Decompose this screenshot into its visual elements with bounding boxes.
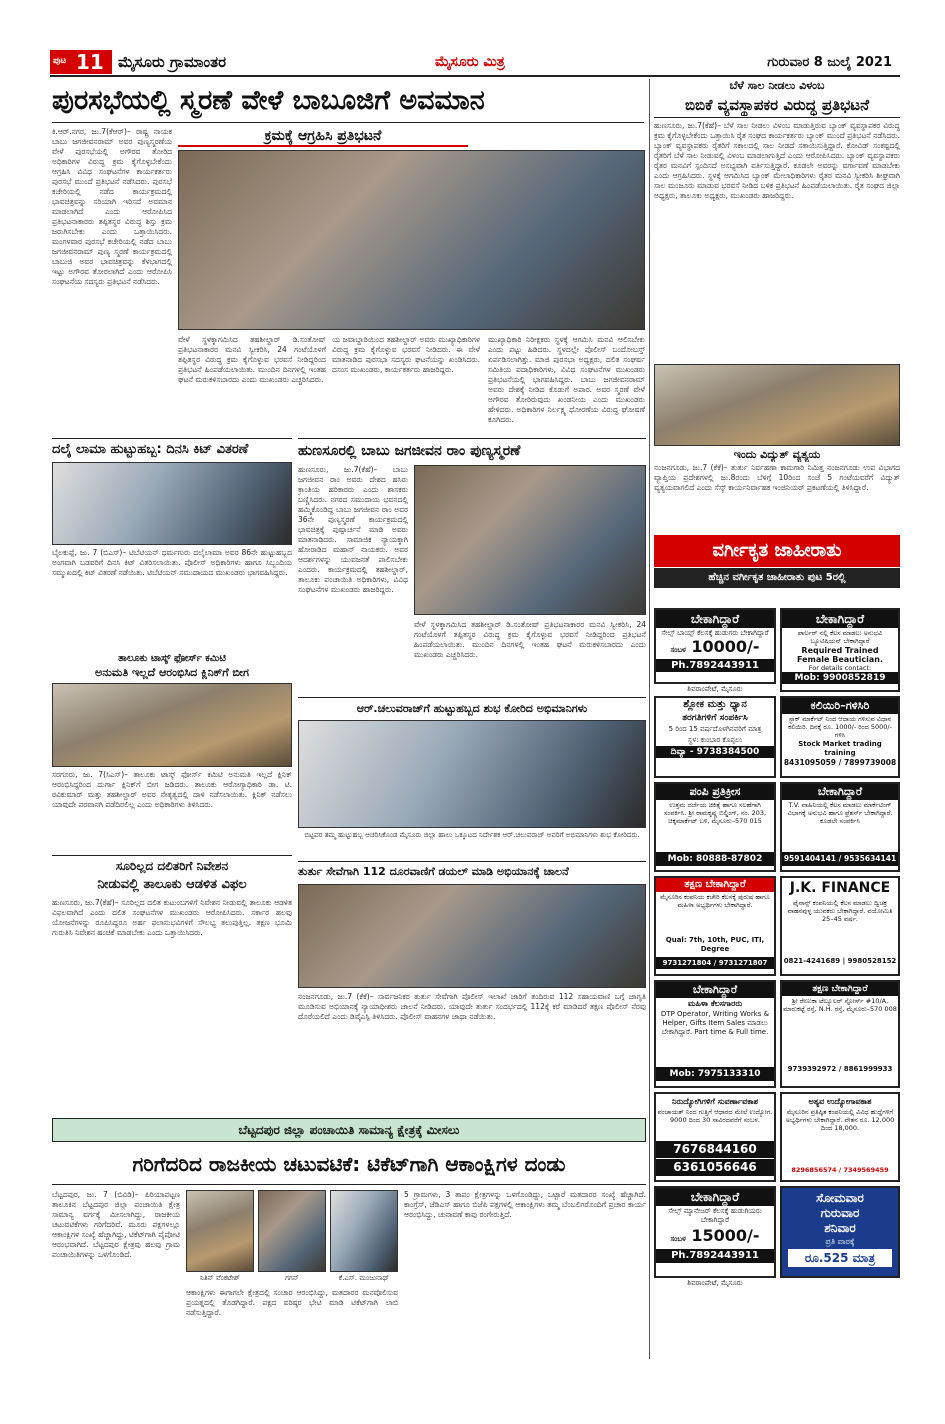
police-body: ನಂಜನಗೂಡು, ಜು.7 (ಕೆಕೆ)– ಸಾರ್ವಜನಿಕರ ತುರ್ತು ಸೇವೆಗಾಗಿ ಪೊಲೀಸ್ ಇಲಾಖೆ ಜಾರಿಗೆ ತಂದಿರುವ 112 ಸಹಾಯವಾಣಿ ಬಗ್ಗೆ ಜಾಗೃತಿ ಮೂಡಿಸುವ ಅಭಿಯಾನಕ್ಕೆ ನ್ಯಾಯಾಧೀಶರು ಚಾಲನೆ ನೀಡಿದರು. ಯಾವುದೇ ತುರ್ತು ಸಂದರ್ಭದಲ್ಲಿ 112ಕ್ಕೆ ಕರೆ ಮಾಡಿದರೆ ತಕ್ಷಣ ಪೊಲೀಸ್ ನೆರವು ದೊರೆಯಲಿದೆ ಎಂದು ಡಿವೈಎಸ್ಪಿ ತಿಳಿಸಿದರು. ಪೊಲೀಸ್ ವಾಹನಗಳ ಜಾಥಾ ನಡೆಯಿತು. xyxy=(298,992,646,1021)
lama-headline: ದಲೈ ಲಾಮಾ ಹುಟ್ಟುಹಬ್ಬ: ದಿನಸಿ ಕಿಟ್ ವಿತರಣೆ xyxy=(52,442,249,457)
birthday-photo xyxy=(298,720,646,828)
classifieds-subheader-text: ಹೆಚ್ಚಿನ ವರ್ಗೀಕೃತ ಜಾಹೀರಾತು ಪುಟ 5ರಲ್ಲಿ xyxy=(708,572,846,583)
ad-stock-market-title: ಕಲಿಯಿರಿ–ಗಳಿಸಿರಿ xyxy=(782,698,898,714)
zp-photo-3 xyxy=(330,1190,398,1272)
ad-tv-marketing-title: ಬೇಕಾಗಿದ್ದಾರೆ xyxy=(782,784,898,800)
ad-sales-boys-text: ಸೇಲ್ಸ್ ಬಾಯ್ಸ್ ಕೆಲಸಕ್ಕೆ ಹುಡುಗರು ಬೇಕಾಗಿದ್ದಾರೆ xyxy=(661,629,769,637)
birthday-rule xyxy=(298,697,646,698)
ad-panchayat-jobs xyxy=(654,1092,776,1182)
zp-body-right: 5 ಗ್ರಾಮಗಳು, 3 ತಾಪಂ ಕ್ಷೇತ್ರಗಳನ್ನು ಒಳಗೊಂಡಿದ್ದು, ಒಟ್ಟಾರೆ ಮತದಾರರ ಸಂಖ್ಯೆ ಹೆಚ್ಚಾಗಿದೆ. ಕಾಂಗ್ರೆಸ್, ಜೆಡಿಎಸ್ ಹಾಗೂ ಬಿಜೆಪಿ ಪಕ್ಷಗಳಲ್ಲಿ ಆಕಾಂಕ್ಷಿಗಳು ತಮ್ಮ ಬೆಂಬಲಿಗರೊಂದಿಗೆ ಪ್ರಚಾರ ಕಾರ್ಯ ಆರಂಭಿಸಿದ್ದು, ಚುನಾವಣೆ ಕಾವು ರಂಗೇರುತ್ತಿದೆ. xyxy=(404,1190,646,1219)
ad-sales-boys-place: ಶಿವರಾಂಪೇಟೆ, ಮೈಸೂರು xyxy=(687,685,743,693)
ad-stock-market xyxy=(780,696,900,778)
ad-sales-manager-salary-label: ಸಂಬಳ xyxy=(670,1235,686,1243)
ad-sales-manager xyxy=(654,1186,776,1278)
zp-rule xyxy=(52,1184,646,1185)
ad-renuka-stores-text: ಶ್ರೀ ರೇಣುಕಾ ಟೆಲ್ಯೂಲರ್ ಸ್ಟೋರ್ಸ್ #10/A, ಮಾರುಕಟ್ಟೆ ರಸ್ತೆ, N.H. ರಸ್ತೆ, ಮೈಸೂರು–570 008 xyxy=(783,997,897,1013)
clinic-body: ಸರಗೂರು, ಜು. 7(ಸಿಎಸ್)– ತಾಲೂಕು ಟಾಸ್ಕ್ ಫೋರ್ಸ್ ಕಮಿಟಿ ಅನುಮತಿ ಇಲ್ಲದೆ ಕ್ಲಿನಿಕ್ ಆರಂಭಿಸಿದ್ದರಿಂದ ದುರ್ಗಾ ಕ್ಲಿನಿಕ್‌ಗೆ ಬೀಗ ಜಡಿದರು. ತಾಲೂಕು ಆರೋಗ್ಯಾಧಿಕಾರಿ ಡಾ. ಟಿ. ರವಿಕುಮಾರ್ ಮತ್ತು ತಹಶೀಲ್ದಾರ್ ಅವರ ನೇತೃತ್ವದಲ್ಲಿ ದಾಳಿ ನಡೆಸಲಾಯಿತು. ಕ್ಲಿನಿಕ್ ನಡೆಸಲು ಯಾವುದೇ ಪರವಾನಗಿ ಪಡೆದಿರಲಿಲ್ಲ ಎಂದು ಅಧಿಕಾರಿಗಳು ತಿಳಿಸಿದರು. xyxy=(52,770,292,809)
ad-sales-manager-text: ಸೇಲ್ಸ್ ಮ್ಯಾನೇಜರ್ ಕೆಲಸಕ್ಕೆ ಹುಡುಗಿಯರು ಬೇಕಾಗಿದ್ದಾರೆ xyxy=(668,1207,762,1224)
ad-clinic-service-text: ಉತ್ತಮ ದರ್ಜೆಯ ಚಿಕಿತ್ಸೆ ಹಾಗೂ ಸಲಹೆಗಾಗಿ ಸಂಪರ್ಕಿಸಿ. ಶ್ರೀ ರಾಮಕೃಷ್ಣ ಬಿಲ್ಡಿಂಗ್, ನಂ. 203, ಚಿಕ್ಕಮಾರ್ಕೆಟ್ ಬಳಿ, ಮೈಸೂರು–570 015 xyxy=(663,801,767,825)
zp-body-left: ಬೆಟ್ಟದಪುರ, ಜು. 7 (ಬಿವಿಡಿ)– ಪಿರಿಯಾಪಟ್ಟಣ ತಾಲೂಕಿನ ಬೆಟ್ಟದಪುರ ಜಿಲ್ಲಾ ಪಂಚಾಯಿತಿ ಕ್ಷೇತ್ರ ಸಾಮಾನ್ಯ ವರ್ಗಕ್ಕೆ ಮೀಸಲಾಗಿದ್ದು, ರಾಜಕೀಯ ಚಟುವಟಿಕೆಗಳು ಗರಿಗೆದರಿವೆ. ಮೂರು ಪಕ್ಷಗಳಲ್ಲೂ ಆಕಾಂಕ್ಷಿಗಳ ಸಂಖ್ಯೆ ಹೆಚ್ಚಾಗಿದ್ದು, ಟಿಕೆಟ್‌ಗಾಗಿ ಪೈಪೋಟಿ ಆರಂಭವಾಗಿದೆ. ಬೆಟ್ಟದಪುರ ಕ್ಷೇತ್ರವು ಹಲವು ಗ್ರಾಮ ಪಂಚಾಯಿತಿಗಳನ್ನು ಒಳಗೊಂಡಿದೆ. xyxy=(52,1190,180,1259)
ad-shloka-sub: ತರಗತಿಗಳಿಗೆ ಸಂಪರ್ಕಿಸಿ xyxy=(682,713,748,723)
dalit-headline: ನೀಡುವಲ್ಲಿ ತಾಲೂಕು ಆಡಳಿತ ವಿಫಲ xyxy=(97,877,247,892)
ad-beautician-en1: Required Trained xyxy=(801,646,879,655)
right-top-photo xyxy=(654,364,900,446)
lama-body: ಬೈಲಕುಪ್ಪೆ, ಜು. 7 (ಬಿಎಸ್)– ಟಿಬೆಟಿಯನ್ ಧರ್ಮಗುರು ದಲೈಲಾಮಾ ಅವರ 86ನೇ ಹುಟ್ಟುಹಬ್ಬದ ಅಂಗವಾಗಿ ಬಡವರಿಗೆ ದಿನಸಿ ಕಿಟ್ ವಿತರಿಸಲಾಯಿತು. ಪೊಲೀಸ್ ಅಧಿಕಾರಿಗಳು ಹಾಗೂ ಸಿಬ್ಬಂದಿಯ ಸಮ್ಮುಖದಲ್ಲಿ ಕಿಟ್ ವಿತರಣೆ ನಡೆಯಿತು. ಟಿಬೆಟಿಯನ್ ಸಮುದಾಯದ ಮುಖಂಡರು ಭಾಗವಹಿಸಿದ್ದರು. xyxy=(52,548,292,577)
ad-jk-finance-phone: 0821-4241689 | 9980528152 xyxy=(783,957,897,965)
ad-clinic-service-title: ಪಂಪಿ ಪ್ರತಿಕ್ರೀಸ xyxy=(656,784,774,800)
hunsur-body-2-text: ವೇಳೆ ಸ್ಥಳಕ್ಕಾಗಮಿಸಿದ ತಹಶೀಲ್ದಾರ್ ಡಿ.ಸಂತೋಷ್ ಪ್ರತಿಭಟನಾಕಾರರ ಮನವಿ ಸ್ವೀಕರಿಸಿ, 24 ಗಂಟೆಯೊಳಗೆ ತಪ್ಪಿತಸ್ಥರ ವಿರುದ್ಧ ಕ್ರಮ ಕೈಗೊಳ್ಳುವ ಭರವಸೆ ನೀಡಿದ್ದರಿಂದ ಪ್ರತಿಭಟನೆ ಹಿಂಪಡೆಯಲಾಯಿತು. ಮುಂದಿನ ದಿನಗಳಲ್ಲಿ ಇಂತಹ ಘಟನೆ ಮರುಕಳಿಸಬಾರದು ಎಂದು ಮುಖಂಡರು ಎಚ್ಚರಿಸಿದರು. xyxy=(414,620,646,659)
page-number-badge xyxy=(50,50,112,74)
ad-job-opportunity-text: ಮೈಸೂರಿನ ಪ್ರತಿಷ್ಠಿತ ಕಂಪನಿಯಲ್ಲಿ ವಿವಿಧ ಹುದ್ದೆಗಳಿಗೆ ಅಭ್ಯರ್ಥಿಗಳು ಬೇಕಾಗಿದ್ದಾರೆ. ವೇತನ ರೂ. 12,000 ದಿಂದ 18,000. xyxy=(785,1108,895,1132)
section-name: ಮೈಸೂರು ಗ್ರಾಮಾಂತರ xyxy=(118,53,227,71)
ad-panchayat-jobs-text: ಪಂಚಾಯತ್ ನಿಂದ ಗುತ್ತಿಗೆ ಆಧಾರದ ಮೇಲೆ ಉದ್ಯೋಗ. 9000 ದಿಂದ 30 ಸಾವಿರದವರೆಗೆ ಸಂಬಳ. xyxy=(657,1108,773,1124)
zp-photo-3-caption: ಕೆ.ಎಸ್. ಮಂಜುನಾಥ್ xyxy=(338,1274,390,1282)
ad-dtp-operator-title: ಬೇಕಾಗಿದ್ದಾರೆ xyxy=(656,982,774,998)
right-top-rule xyxy=(654,117,900,118)
ad-sales-manager-title: ಬೇಕಾಗಿದ್ದಾರೆ xyxy=(656,1188,774,1206)
ad-sales-boys-salary-label: ಸಂಬಳ xyxy=(670,646,686,654)
ad-weekly-rate-line1: ಸೋಮವಾರ xyxy=(816,1191,864,1205)
ad-clinic-service xyxy=(654,782,776,872)
ad-beautician xyxy=(780,608,900,692)
lead-photo-caption xyxy=(178,125,468,147)
zp-kicker xyxy=(52,1118,646,1142)
classifieds-header xyxy=(654,535,900,567)
ad-beautician-title: ಬೇಕಾಗಿದ್ದಾರೆ xyxy=(782,610,898,628)
ad-shloka xyxy=(654,696,776,778)
ad-panchayat-jobs-phone-1: 7676844160 xyxy=(656,1141,774,1158)
ad-urgent-office-qual: Qual: 7th, 10th, PUC, ITI, Degree xyxy=(665,936,765,953)
ad-stock-market-text: ಸ್ಟಾಕ್ ಮಾರ್ಕೆಟ್ ನಿಂದ ಆದಾಯ ಗಳಿಸುವ ವಿಧಾನ ಕಲಿಯಿರಿ. ದಿನಕ್ಕೆ ರೂ. 1000/- ರಿಂದ 5000/- ಗಳಿಸಿ xyxy=(788,715,892,739)
ad-sales-manager-phone: Ph.7892443911 xyxy=(656,1249,774,1263)
page-number: 11 xyxy=(76,50,104,74)
zp-photo-2-caption: ಗಗನ್ xyxy=(285,1274,299,1282)
zp-photo-1 xyxy=(186,1190,254,1272)
clinic-kicker: ತಾಲೂಕು ಟಾಸ್ಕ್ ಫೋರ್ಸ್ ಕಮಿಟಿ xyxy=(118,653,226,664)
zp-body-mid: ಆಕಾಂಕ್ಷಿಗಳು ಈಗಾಗಲೇ ಕ್ಷೇತ್ರದಲ್ಲಿ ಸಂಚಾರ ಆರಂಭಿಸಿದ್ದು, ಮತದಾರರ ಮನವೊಲಿಸುವ ಪ್ರಯತ್ನದಲ್ಲಿ ತೊಡಗಿದ್ದಾರೆ. ಪಕ್ಷದ ವರಿಷ್ಠರ ಭೇಟಿ ಮಾಡಿ ಟಿಕೆಟ್‌ಗಾಗಿ ಲಾಬಿ ನಡೆಸುತ್ತಿದ್ದಾರೆ. xyxy=(186,1288,398,1317)
lead-body-left: ಕಿ.ಆರ್.ನಗರ, ಜು.7(ಕೆಆರ್)– ರಾಷ್ಟ್ರ ನಾಯಕ ಬಾಬು ಜಗಜೀವನರಾಮ್ ಅವರ ಪುಣ್ಯಸ್ಮರಣೆಯ ವೇಳೆ ಪುರಸಭೆಯಲ್ಲಿ ಅಗೌರವ ತೋರಿದ ಅಧಿಕಾರಿಗಳ ವಿರುದ್ಧ ಕ್ರಮ ಕೈಗೊಳ್ಳಬೇಕೆಂದು ಆಗ್ರಹಿಸಿ ವಿವಿಧ ಸಂಘಟನೆಗಳ ಕಾರ್ಯಕರ್ತರು ಪುರಸಭೆ ಮುಂದೆ ಪ್ರತಿಭಟನೆ ನಡೆಸಿದರು. ಪುರಸಭೆ ಕಚೇರಿಯಲ್ಲಿ ನಡೆದ ಕಾರ್ಯಕ್ರಮದಲ್ಲಿ ಭಾವಚಿತ್ರವನ್ನು ಸರಿಯಾಗಿ ಇರಿಸದೆ ಅವಮಾನ ಮಾಡಲಾಗಿದೆ ಎಂದು ಆರೋಪಿಸಿದ ಪ್ರತಿಭಟನಾಕಾರರು ತಪ್ಪಿತಸ್ಥರ ವಿರುದ್ಧ ಶಿಸ್ತು ಕ್ರಮ ಜರುಗಿಸಬೇಕು ಎಂದು ಒತ್ತಾಯಿಸಿದರು. ಮಂಗಳವಾರ ಪುರಸಭೆ ಕಚೇರಿಯಲ್ಲಿ ನಡೆದ ಬಾಬು ಜಗಜೀವನರಾಮ್ ಪುಣ್ಯ ಸ್ಮರಣೆ ಕಾರ್ಯಕ್ರಮದಲ್ಲಿ ಬಾಬುಜಿ ಅವರ ಭಾವಚಿತ್ರವನ್ನು ಕೆಳಭಾಗದಲ್ಲಿ ಇಟ್ಟು ಅಗೌರವ ತೋರಲಾಗಿದೆ ಎಂದು ಆರೋಪಿಸಿ ಸಂಘಟನೆಯ ಸದಸ್ಯರು ಪ್ರತಿಭಟನೆ ನಡೆಸಿದರು. xyxy=(52,127,172,286)
ad-beautician-text: ಪಾರ್ಲರ್ ನಲ್ಲಿ ಕೆಲಸ ಮಾಡಲು ಅನುಭವಿ ಬ್ಯೂಟಿಷಿಯನ್ ಬೇಕಾಗಿದ್ದಾರೆ xyxy=(797,629,883,645)
lead-headline: ಪುರಸಭೆಯಲ್ಲಿ ಸ್ಮರಣೆ ವೇಳೆ ಬಾಬೂಜಿಗೆ ಅವಮಾನ xyxy=(52,85,485,116)
ad-weekly-rate-sub: ಪ್ರತಿ ವಾರಕ್ಕೆ xyxy=(825,1237,855,1246)
ad-weekly-rate xyxy=(780,1186,900,1278)
ad-weekly-rate-line2: ಗುರುವಾರ xyxy=(820,1206,860,1220)
ad-urgent-office-text: ಮೈಸೂರಿನ ಕಂಪನಿಯ ಕಚೇರಿ ಕೆಲಸಕ್ಕೆ ಪುರುಷ ಹಾಗೂ ಮಹಿಳಾ ಅಭ್ಯರ್ಥಿಗಳು ಬೇಕಾಗಿದ್ದಾರೆ. xyxy=(660,893,770,909)
masthead-rule xyxy=(50,75,900,77)
ad-job-opportunity-phone: 8296856574 / 7349569459 xyxy=(791,1166,889,1174)
zp-headline: ಗರಿಗೆದರಿದ ರಾಜಕೀಯ ಚಟುವಟಿಕೆ: ಟಿಕೆಟ್‌ಗಾಗಿ ಆಕಾಂಕ್ಷಿಗಳ ದಂಡು xyxy=(132,1152,566,1176)
zp-kicker-text: ಬೆಟ್ಟದಪುರ ಜಿಲ್ಲಾ ಪಂಚಾಯಿತಿ ಸಾಮಾನ್ಯ ಕ್ಷೇತ್ರಕ್ಕೆ ಮೀಸಲು xyxy=(238,1123,460,1137)
ad-shloka-phone: ದಿವ್ಯಾ - 9738384500 xyxy=(656,746,774,758)
classifieds-subheader xyxy=(654,568,900,588)
dalit-kicker: ಸೂರಿಲ್ಲದ ದಲಿತರಿಗೆ ನಿವೇಶನ xyxy=(115,859,229,873)
ad-sales-boys xyxy=(654,608,776,684)
right-top-body: ಹುಣಸೂರು, ಜು.7(ಕೆಹೆ)– ಬೆಳೆ ಸಾಲ ನೀಡಲು ವಿಳಂಬ ಮಾಡುತ್ತಿರುವ ಬ್ಯಾಂಕ್ ವ್ಯವಸ್ಥಾಪಕರ ವಿರುದ್ಧ ಕ್ರಮ ಕೈಗೊಳ್ಳಬೇಕೆಂದು ಒತ್ತಾಯಿಸಿ ರೈತ ಸಂಘದ ಕಾರ್ಯಕರ್ತರು ಬ್ಯಾಂಕ್ ಮುಂದೆ ಪ್ರತಿಭಟನೆ ನಡೆಸಿದರು. ಬ್ಯಾಂಕ್ ವ್ಯವಸ್ಥಾಪಕರು ರೈತರಿಗೆ ಸಕಾಲದಲ್ಲಿ ಸಾಲ ನೀಡದೆ ಸತಾಯಿಸುತ್ತಿದ್ದಾರೆ. ಕೋವಿಡ್ ಸಂಕಷ್ಟದಲ್ಲಿ ರೈತರಿಗೆ ಬೆಳೆ ಸಾಲ ನೀಡುವಲ್ಲಿ ವಿಳಂಬ ಮಾಡಲಾಗುತ್ತಿದೆ ಎಂದು ಆರೋಪಿಸಿದರು. ಬ್ಯಾಂಕ್ ವ್ಯವಸ್ಥಾಪಕರು ರೈತರ ಮನವಿಗೆ ಸ್ಪಂದಿಸದೆ ಅಸಭ್ಯವಾಗಿ ವರ್ತಿಸುತ್ತಿದ್ದಾರೆ. ಕೂಡಲೇ ಅವರನ್ನು ವರ್ಗಾವಣೆ ಮಾಡಬೇಕು ಎಂದು ಆಗ್ರಹಿಸಿದರು. ಸ್ಥಳಕ್ಕೆ ಆಗಮಿಸಿದ ಬ್ಯಾಂಕ್ ಮೇಲಾಧಿಕಾರಿಗಳು ರೈತರ ಮನವಿ ಸ್ವೀಕರಿಸಿ ಶೀಘ್ರವಾಗಿ ಸಾಲ ಮಂಜೂರು ಮಾಡುವ ಭರವಸೆ ನೀಡಿದ ಬಳಿಕ ಪ್ರತಿಭಟನೆ ಹಿಂಪಡೆಯಲಾಯಿತು. ರೈತ ಸಂಘದ ಜಿಲ್ಲಾ ಅಧ್ಯಕ್ಷರು, ತಾಲೂಕು ಅಧ್ಯಕ್ಷರು, ಮುಖಂಡರು ಹಾಜರಿದ್ದರು. xyxy=(654,121,900,200)
lama-top-rule xyxy=(52,438,292,439)
ad-sales-manager-place: ಶಿವರಾಂಪೇಟೆ, ಮೈಸೂರು xyxy=(687,1279,743,1287)
clinic-photo xyxy=(52,683,292,767)
zp-photo-1-caption: ನಿತಿನ್ ವೆಂಕಟೇಶ್ xyxy=(200,1274,240,1282)
hunsur-headline: ಹುಣಸೂರಲ್ಲಿ ಬಾಬು ಜಗಜೀವನ ರಾಂ ಪುಣ್ಯಸ್ಮರಣೆ xyxy=(298,443,521,459)
ad-sales-boys-title: ಬೇಕಾಗಿದ್ದಾರೆ xyxy=(656,610,774,628)
right-top-headline: ಬಿಬಿಕೆ ವ್ಯವಸ್ಥಾಪಕರ ವಿರುದ್ಧ ಪ್ರತಿಭಟನೆ xyxy=(684,96,870,114)
ad-job-opportunity xyxy=(780,1092,900,1182)
ad-jk-finance-text: ಫೈನಾನ್ಸ್ ಕಂಪನಿಯಲ್ಲಿ ಕೆಲಸ ಮಾಡಲು ದ್ವಿಚಕ್ರ ವಾಹನವುಳ್ಳ ಯುವಕರು ಬೇಕಾಗಿದ್ದಾರೆ. ವಯೋಮಿತಿ 25–45 ವರ್ಷ. xyxy=(787,899,893,923)
ad-renuka-stores-title: ತಕ್ಷಣ ಬೇಕಾಗಿದ್ದಾರೆ xyxy=(782,982,898,996)
ad-tv-marketing-phone: 9591404141 / 9535634141 xyxy=(782,852,898,866)
ad-sales-boys-phone: Ph.7892443911 xyxy=(656,659,774,672)
lead-body-mid-right: ಯ ಜವಾಬ್ದಾರಿಯಿಂದ ತಹಶೀಲ್ದಾರ್ ಅವರು ಮುಖ್ಯಾಧಿಕಾರಿಗಳ ವಿರುದ್ಧ ಕ್ರಮ ಕೈಗೊಳ್ಳುವ ಭರವಸೆ ನೀಡಿದರು. ಈ ವೇಳೆ ಮಾತನಾಡಿದ ಪುರಸಭಾ ಸದಸ್ಯರು ಘಟನೆಯನ್ನು ಖಂಡಿಸಿದರು. ದಸಂಸ ಮುಖಂಡರು, ಕಾರ್ಯಕರ್ತರು ಹಾಜರಿದ್ದರು. xyxy=(332,335,480,374)
ad-renuka-stores xyxy=(780,980,900,1088)
page-label: ಪುಟ xyxy=(53,56,67,66)
police-photo xyxy=(298,884,646,988)
power-cut-body: ನಂಜನಗೂಡು, ಜು.7 (ಕೆಕೆ)– ತುರ್ತು ನಿರ್ವಹಣಾ ಕಾಮಗಾರಿ ನಿಮಿತ್ತ ನಂಜನಗೂಡು ಉಪ ವಿಭಾಗದ ವ್ಯಾಪ್ತಿಯ ಪ್ರದೇಶಗಳಲ್ಲಿ ಜು.8ರಂದು ಬೆಳಿಗ್ಗೆ 10ರಿಂದ ಸಂಜೆ 5 ಗಂಟೆಯವರೆಗೆ ವಿದ್ಯುತ್ ವ್ಯತ್ಯಯವಾಗಲಿದೆ ಎಂದು ಸೆಸ್ಕ್ ಕಾರ್ಯನಿರ್ವಾಹಕ ಇಂಜಿನಿಯರ್ ಪ್ರಕಟಣೆಯಲ್ಲಿ ತಿಳಿಸಿದ್ದಾರೆ. xyxy=(654,463,900,492)
hunsur-body-2 xyxy=(414,620,646,695)
right-top-kicker: ಬೆಳೆ ಸಾಲ ನೀಡಲು ವಿಳಂಬ xyxy=(729,79,825,92)
ad-jk-finance xyxy=(780,876,900,976)
clinic-headline: ಅನುಮತಿ ಇಲ್ಲದೆ ಆರಂಭಿಸಿದ ಕ್ಲಿನಿಕ್‌ಗೆ ಬೀಗ xyxy=(95,666,249,679)
power-cut-headline: ಇಂದು ವಿದ್ಯುತ್ ವ್ಯತ್ಯಯ xyxy=(733,448,821,461)
ad-sales-manager-salary xyxy=(656,1226,774,1249)
ad-panchayat-jobs-title: ನಿರುದ್ಯೋಗಿಗಳಿಗೆ ಸುವರ್ಣಾವಕಾಶ xyxy=(671,1097,759,1106)
ad-urgent-office-title: ತಕ್ಷಣ ಬೇಕಾಗಿದ್ದಾರೆ xyxy=(656,878,774,892)
ad-clinic-service-phone: Mob: 80888-87802 xyxy=(656,852,774,866)
ad-job-opportunity-title: ಅತ್ಯವ ಉದ್ಯೋಗಾವಕಾಶ xyxy=(808,1097,872,1106)
ad-dtp-operator-text: DTP Operator, Writing Works & Helper, Gifts Item Sales ಮಾಡಲು ಬೇಕಾಗಿದ್ದಾರೆ. Part time & Full time. xyxy=(660,1010,770,1036)
ad-sales-manager-salary-value: 15000/- xyxy=(691,1226,760,1245)
hunsur-body: ಹುಣಸೂರು, ಜು.7(ಕೆಹೆ)– ಬಾಬು ಜಗಜೀವನ ರಾಂ ಅವರು ದೇಶದ ಹಸಿರು ಕ್ರಾಂತಿಯ ಹರಿಕಾರರು ಎಂದು ಶಾಸಕರು ಬಣ್ಣಿಸಿದರು. ನಗರದ ಸಮುದಾಯ ಭವನದಲ್ಲಿ ಹಮ್ಮಿಕೊಂಡಿದ್ದ ಬಾಬು ಜಗಜೀವನ ರಾಂ ಅವರ 36ನೇ ಪುಣ್ಯಸ್ಮರಣೆ ಕಾರ್ಯಕ್ರಮದಲ್ಲಿ ಭಾವಚಿತ್ರಕ್ಕೆ ಪುಷ್ಪಾರ್ಚನೆ ಮಾಡಿ ಅವರು ಮಾತನಾಡಿದರು. ಸಾಮಾಜಿಕ ನ್ಯಾಯಕ್ಕಾಗಿ ಹೋರಾಡಿದ ಮಹಾನ್ ನಾಯಕರು. ಅವರ ಆದರ್ಶಗಳನ್ನು ಯುವಜನತೆ ಪಾಲಿಸಬೇಕು ಎಂದರು. ಕಾರ್ಯಕ್ರಮದಲ್ಲಿ ತಹಶೀಲ್ದಾರ್, ತಾಲೂಕು ಪಂಚಾಯಿತಿ ಅಧಿಕಾರಿಗಳು, ವಿವಿಧ ಸಂಘಟನೆಗಳ ಮುಖಂಡರು ಹಾಜರಿದ್ದರು. xyxy=(298,465,408,594)
zp-photo-2 xyxy=(258,1190,326,1272)
birthday-caption: ಬಿಟ್ಟವರ ತಮ್ಮ ಹುಟ್ಟುಹಬ್ಬ ಆಚರಿಸಿಕೊಂಡ ಮೈಸೂರು ಜಿಲ್ಲಾ ಹಾಲು ಒಕ್ಕೂಟದ ನಿರ್ದೇಶಕ ಆರ್.ಚಲುವರಾಜ್ ಅವರಿಗೆ ಅಭಿಮಾನಿಗಳು ಶುಭ ಕೋರಿದರು. xyxy=(304,831,640,839)
dalit-rule xyxy=(52,855,292,856)
hunsur-rule xyxy=(298,438,646,439)
lead-body-mid-left: ವೇಳೆ ಸ್ಥಳಕ್ಕಾಗಮಿಸಿದ ತಹಶೀಲ್ದಾರ್ ಡಿ.ಸಂತೋಷ್ ಪ್ರತಿಭಟನಾಕಾರರ ಮನವಿ ಸ್ವೀಕರಿಸಿ, 24 ಗಂಟೆಯೊಳಗೆ ತಪ್ಪಿತಸ್ಥರ ವಿರುದ್ಧ ಕ್ರಮ ಕೈಗೊಳ್ಳುವ ಭರವಸೆ ನೀಡಿದ್ದರಿಂದ ಪ್ರತಿಭಟನೆ ಹಿಂಪಡೆಯಲಾಯಿತು. ಮುಂದಿನ ದಿನಗಳಲ್ಲಿ ಇಂತಹ ಘಟನೆ ಮರುಕಳಿಸಬಾರದು ಎಂದು ಮುಖಂಡರು ಎಚ್ಚರಿಸಿದರು. xyxy=(178,335,326,384)
dalit-body: ಹುಣಸೂರು, ಜು.7(ಕೆಹೆ)– ಸೂರಿಲ್ಲದ ದಲಿತ ಕುಟುಂಬಗಳಿಗೆ ನಿವೇಶನ ನೀಡುವಲ್ಲಿ ತಾಲೂಕು ಆಡಳಿತ ವಿಫಲವಾಗಿದೆ ಎಂದು ದಲಿತ ಸಂಘಟನೆಗಳ ಮುಖಂಡರು ಆರೋಪಿಸಿದರು. ಸರ್ಕಾರ ಹಲವು ಯೋಜನೆಗಳನ್ನು ರೂಪಿಸಿದ್ದರೂ ಅರ್ಹ ಫಲಾನುಭವಿಗಳಿಗೆ ಸೌಲಭ್ಯ ತಲುಪುತ್ತಿಲ್ಲ. ತಕ್ಷಣ ಭೂಮಿ ಗುರುತಿಸಿ ನಿವೇಶನ ಹಂಚಿಕೆ ಮಾಡಬೇಕು ಎಂದು ಒತ್ತಾಯಿಸಿದರು. xyxy=(52,898,292,937)
ad-shloka-title: ಶ್ಲೋಕ ಮತ್ತು ಧ್ಯಾನ xyxy=(656,698,774,712)
masthead xyxy=(50,50,900,74)
ad-renuka-stores-phone: 9739392972 / 8861999933 xyxy=(787,1065,893,1073)
ad-dtp-operator-sub: ಮಹಿಳಾ ಕೆಲಸಗಾರರು xyxy=(687,999,743,1008)
ad-beautician-en3: For details contact: xyxy=(808,664,872,672)
ad-sales-boys-salary-value: 10000/- xyxy=(691,637,760,656)
ad-jk-finance-title: J.K. FINANCE xyxy=(782,878,898,898)
birthday-headline: ಆರ್.ಚಲುವರಾಜ್‌ಗೆ ಹುಟ್ಟುಹಬ್ಬದ ಶುಭ ಕೋರಿದ ಅಭಿಮಾನಿಗಳು xyxy=(356,702,588,715)
ad-dtp-operator xyxy=(654,980,776,1088)
ad-tv-marketing xyxy=(780,782,900,872)
ad-sales-boys-salary xyxy=(656,638,774,659)
ad-weekly-rate-line3: ಶನಿವಾರ xyxy=(824,1221,856,1235)
column-divider-left xyxy=(649,79,650,1359)
issue-date: ಗುರುವಾರ 8 ಜುಲೈ 2021 xyxy=(767,55,892,70)
lead-photo xyxy=(178,150,645,330)
classifieds-header-text: ವರ್ಗೀಕೃತ ಜಾಹೀರಾತು xyxy=(712,540,842,561)
lead-body-right-text: ಮುಖ್ಯಾಧಿಕಾರಿ ನಿರೀಕ್ಷಕರು ಸ್ಥಳಕ್ಕೆ ಆಗಮಿಸಿ ಮನವಿ ಆಲಿಸಬೇಕು ಎಂದು ಪಟ್ಟು ಹಿಡಿದರು. ಸ್ಥಳದಲ್ಲೇ ಪೊಲೀಸ್ ಬಂದೋಬಸ್ತ್ ಏರ್ಪಡಿಸಲಾಗಿತ್ತು. ಮಾಜಿ ಪುರಸಭಾ ಅಧ್ಯಕ್ಷರು, ದಲಿತ ಸಂಘರ್ಷ ಸಮಿತಿಯ ಪದಾಧಿಕಾರಿಗಳು, ವಿವಿಧ ಸಂಘಟನೆಗಳ ಮುಖಂಡರು ಪ್ರತಿಭಟನೆಯಲ್ಲಿ ಭಾಗವಹಿಸಿದ್ದರು. ಬಾಬು ಜಗಜೀವನರಾಮ್ ಅವರು ದೇಶಕ್ಕೆ ನೀಡಿದ ಕೊಡುಗೆ ಅಪಾರ. ಅವರ ಸ್ಮರಣೆ ವೇಳೆ ಅಗೌರವ ತೋರಿರುವುದು ಖಂಡನೀಯ ಎಂದು ಮುಖಂಡರು ಹೇಳಿದರು. ಅಧಿಕಾರಿಗಳ ನಿರ್ಲಕ್ಷ್ಯ ಧೋರಣೆಯ ವಿರುದ್ಧ ಘೋಷಣೆ ಕೂಗಿದರು. xyxy=(488,335,645,424)
ad-tv-marketing-text: T.V. ವಾಹಿನಿಯಲ್ಲಿ ಕೆಲಸ ಮಾಡಲು ಮಾರ್ಕೆಟಿಂಗ್ ವಿಭಾಗಕ್ಕೆ ಅನುಭವಿ ಹಾಗೂ ಫ್ರೆಶರ್ಸ್ ಬೇಕಾಗಿದ್ದಾರೆ. ಕೂಡಲೇ ಸಂಪರ್ಕಿಸಿ xyxy=(787,801,893,825)
lead-rule xyxy=(52,122,644,123)
ad-urgent-office xyxy=(654,876,776,976)
ad-dtp-operator-phone: Mob: 7975133310 xyxy=(656,1067,774,1081)
lama-photo xyxy=(52,462,292,545)
ad-shloka-text: 5 ರಿಂದ 15 ವರ್ಷದೊಳಗಿನವರಿಗೆ ಮಾತ್ರ xyxy=(668,725,762,733)
ad-beautician-phone: Mob: 9900852819 xyxy=(782,672,898,684)
hunsur-photo xyxy=(414,465,646,615)
lead-photo-caption-text: ಕ್ರಮಕ್ಕೆ ಆಗ್ರಹಿಸಿ ಪ್ರತಿಭಟನೆ xyxy=(264,128,382,144)
ad-panchayat-jobs-phone-2: 6361056646 xyxy=(656,1159,774,1176)
ad-beautician-en2: Female Beautician. xyxy=(796,655,884,664)
paper-name: ಮೈಸೂರು ಮಿತ್ರ xyxy=(435,54,505,70)
ad-stock-market-en: Stock Market trading training xyxy=(798,740,882,757)
ad-weekly-rate-price: ರೂ.525 ಮಾತ್ರ xyxy=(788,1249,892,1267)
police-headline: ತುರ್ತು ಸೇವೆಗಾಗಿ 112 ದೂರವಾಣಿಗೆ ಡಯಲ್ ಮಾಡಿ ಅಭಿಯಾನಕ್ಕೆ ಚಾಲನೆ xyxy=(298,865,569,878)
ad-urgent-office-phone: 9731271804 / 9731271807 xyxy=(656,957,774,969)
ad-shloka-place: ಸ್ಥಳ: ಕುಂಬಾರ ಕೊಪ್ಪಲು xyxy=(687,736,743,744)
ad-stock-market-phone: 8431095059 / 7899739008 xyxy=(783,758,897,767)
lead-body-right-col xyxy=(488,335,645,435)
